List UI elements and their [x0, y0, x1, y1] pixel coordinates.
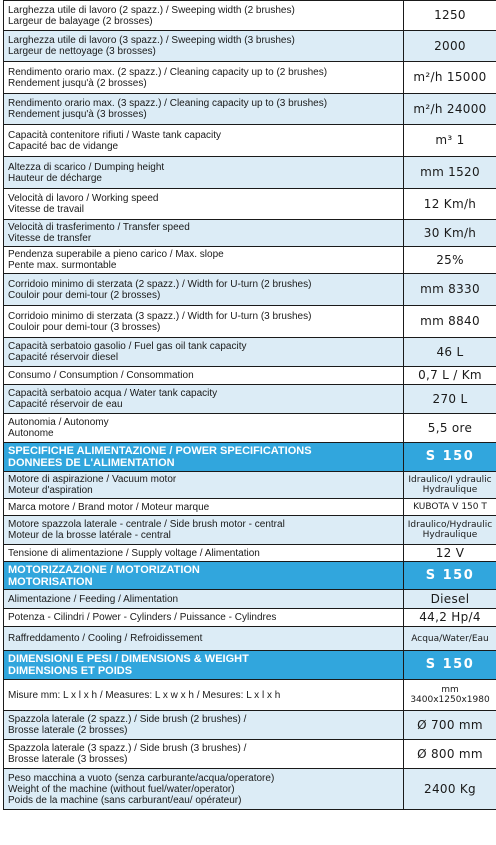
spec-label-line: Rendement jusqu'à (2 brosses) — [8, 77, 147, 89]
spec-row — [4, 247, 496, 274]
section-title — [4, 443, 404, 472]
section-title — [4, 651, 404, 680]
spec-label-line: Larghezza utile di lavoro (2 spazz.) / Sweeping width (2 brushes) — [8, 4, 295, 16]
spec-label — [4, 769, 404, 810]
spec-value: m²/h 24000 — [404, 94, 496, 125]
spec-label-line: Altezza di scarico / Dumping height — [8, 161, 165, 173]
spec-label-line: Rendement jusqu'à (3 brosses) — [8, 109, 147, 120]
spec-row — [4, 62, 496, 94]
spec-row — [4, 94, 496, 125]
spec-label-line: Larghezza utile di lavoro (3 spazz.) / Sweeping width (3 brushes) — [8, 35, 295, 46]
spec-label-line: Misure mm: L x l x h / Measures: L x w x h / Mesures: L x l x h — [8, 689, 281, 701]
section-model: S 150 — [404, 443, 496, 472]
spec-value: 12 Km/h — [404, 189, 496, 220]
section-header-row — [4, 443, 496, 472]
spec-label — [4, 609, 404, 627]
spec-row — [4, 769, 496, 810]
spec-value: 0,7 L / Km — [404, 367, 496, 385]
spec-value: mm 3400x1250x1980 — [404, 680, 496, 711]
spec-row — [4, 609, 496, 627]
spec-value: 44,2 Hp/4 — [404, 609, 496, 627]
spec-label — [4, 157, 404, 189]
spec-row — [4, 1, 496, 31]
spec-label-line: Spazzola laterale (2 spazz.) / Side brush (2 brushes) / — [8, 714, 247, 725]
spec-label-line: DIMENSIONS ET POIDS — [8, 665, 133, 677]
spec-row — [4, 338, 496, 367]
spec-label — [4, 94, 404, 125]
spec-label — [4, 306, 404, 338]
spec-label-line: Velocità di lavoro / Working speed — [8, 193, 159, 204]
spec-label-line: Autonomia / Autonomy — [8, 417, 109, 428]
spec-value: 12 V — [404, 545, 496, 562]
spec-row — [4, 367, 496, 385]
spec-label-line: Autonome — [8, 428, 54, 439]
spec-label-line: Vitesse de travail — [8, 204, 84, 215]
spec-label-line: Brosse laterale (3 brosses) — [8, 754, 128, 765]
spec-row — [4, 306, 496, 338]
spec-label — [4, 414, 404, 443]
spec-value: Diesel — [404, 590, 496, 609]
spec-label-line: Hauteur de décharge — [8, 172, 102, 184]
spec-value: m²/h 15000 — [404, 62, 496, 94]
spec-value: 1250 — [404, 1, 496, 31]
spec-label-line: MOTORISATION — [8, 575, 93, 588]
spec-label — [4, 627, 404, 651]
spec-label-line: Weight of the machine (without fuel/water/operator) — [8, 783, 235, 795]
spec-label-line: Capacité réservoir de eau — [8, 399, 123, 410]
spec-row — [4, 157, 496, 189]
spec-row — [4, 590, 496, 609]
spec-label — [4, 274, 404, 306]
spec-row — [4, 189, 496, 220]
spec-value: 2000 — [404, 31, 496, 62]
spec-label-line: Consumo / Consumption / Consommation — [8, 370, 194, 381]
spec-label-line: Pente max. surmontable — [8, 260, 117, 271]
spec-label-line: Capacità serbatoio acqua / Water tank capacity — [8, 388, 218, 399]
section-header-row — [4, 651, 496, 680]
spec-label-line: Capacité bac de vidange — [8, 140, 119, 152]
spec-row — [4, 274, 496, 306]
spec-label-line: Pendenza superabile a pieno carico / Max. slope — [8, 249, 224, 260]
spec-value: 2400 Kg — [404, 769, 496, 810]
spec-body — [4, 1, 496, 810]
spec-value: Idraulico/Hydraulic Hydraulique — [404, 516, 496, 545]
spec-row — [4, 680, 496, 711]
spec-label-line: Vitesse de transfer — [8, 233, 92, 244]
spec-label — [4, 499, 404, 516]
spec-label-line: Motore di aspirazione / Vacuum motor — [8, 474, 177, 485]
spec-row — [4, 385, 496, 414]
spec-label-line: Motore spazzola laterale - centrale / Side brush motor - central — [8, 519, 285, 530]
spec-value: 46 L — [404, 338, 496, 367]
spec-label-line: Largeur de balayage (2 brosses) — [8, 15, 153, 27]
spec-label — [4, 125, 404, 157]
spec-label — [4, 740, 404, 769]
spec-value: 5,5 ore — [404, 414, 496, 443]
spec-label-line: Peso macchina a vuoto (senza carburante/acqua/operatore) — [8, 772, 275, 784]
spec-value: mm 8840 — [404, 306, 496, 338]
spec-label-line: SPECIFICHE ALIMENTAZIONE / POWER SPECIFICATIONS — [8, 445, 312, 457]
spec-label — [4, 545, 404, 562]
spec-label-line: DIMENSIONI E PESI / DIMENSIONS & WEIGHT — [8, 653, 249, 665]
spec-row — [4, 31, 496, 62]
spec-label — [4, 220, 404, 247]
spec-label — [4, 247, 404, 274]
spec-label-line: Couloir pour demi-tour (2 brosses) — [8, 289, 161, 301]
spec-label — [4, 711, 404, 740]
spec-label-line: Velocità di trasferimento / Transfer speed — [8, 222, 190, 233]
spec-value: Ø 700 mm — [404, 711, 496, 740]
spec-label-line: Corridoio minimo di sterzata (2 spazz.) / Width for U-turn (2 brushes) — [8, 278, 312, 290]
spec-value: 30 Km/h — [404, 220, 496, 247]
spec-label — [4, 385, 404, 414]
section-model: S 150 — [404, 651, 496, 680]
spec-label — [4, 31, 404, 62]
spec-label — [4, 338, 404, 367]
spec-value: KUBOTA V 150 T — [404, 499, 496, 516]
spec-label — [4, 367, 404, 385]
spec-label-line: Largeur de nettoyage (3 brosses) — [8, 46, 156, 57]
spec-row — [4, 472, 496, 499]
spec-label-line: MOTORIZZAZIONE / MOTORIZATION — [8, 563, 200, 576]
spec-table — [3, 0, 496, 810]
spec-label-line: Alimentazione / Feeding / Alimentation — [8, 593, 179, 605]
spec-label-line: Spazzola laterale (3 spazz.) / Side brush (3 brushes) / — [8, 743, 247, 754]
spec-label-line: Poids de la machine (sans carburant/eau/ opérateur) — [8, 794, 242, 806]
spec-label-line: Brosse laterale (2 brosses) — [8, 725, 128, 736]
spec-label-line: Rendimento orario max. (3 spazz.) / Cleaning capacity up to (3 brushes) — [8, 98, 328, 109]
spec-value: Ø 800 mm — [404, 740, 496, 769]
spec-row — [4, 220, 496, 247]
spec-label-line: Tensione di alimentazione / Supply voltage / Alimentation — [8, 547, 260, 559]
spec-value: 25% — [404, 247, 496, 274]
spec-label — [4, 472, 404, 499]
spec-label — [4, 516, 404, 545]
spec-label-line: Potenza - Cilindri / Power - Cylinders / Puissance - Cylindres — [8, 612, 277, 623]
spec-value: Acqua/Water/Eau — [404, 627, 496, 651]
spec-row — [4, 414, 496, 443]
spec-row — [4, 740, 496, 769]
spec-label-line: DONNEES DE L'ALIMENTATION — [8, 457, 175, 469]
spec-row — [4, 125, 496, 157]
spec-row — [4, 627, 496, 651]
spec-label-line: Moteur de la brosse latérale - central — [8, 530, 171, 541]
spec-label-line: Rendimento orario max. (2 spazz.) / Cleaning capacity up to (2 brushes) — [8, 66, 328, 78]
spec-label-line: Corridoio minimo di sterzata (3 spazz.) / Width for U-turn (3 brushes) — [8, 310, 312, 322]
spec-label — [4, 590, 404, 609]
spec-label — [4, 189, 404, 220]
spec-row — [4, 545, 496, 562]
section-model: S 150 — [404, 562, 496, 590]
spec-value: 270 L — [404, 385, 496, 414]
spec-label-line: Marca motore / Brand motor / Moteur marque — [8, 501, 210, 513]
spec-label-line: Couloir pour demi-tour (3 brosses) — [8, 321, 161, 333]
section-header-row — [4, 562, 496, 590]
spec-label — [4, 680, 404, 711]
spec-value: mm 1520 — [404, 157, 496, 189]
spec-label-line: Moteur d'aspiration — [8, 485, 93, 496]
spec-label-line: Capacità serbatoio gasolio / Fuel gas oil tank capacity — [8, 341, 247, 352]
spec-label-line: Capacité réservoir diesel — [8, 352, 119, 363]
spec-label-line: Capacità contenitore rifiuti / Waste tank capacity — [8, 129, 222, 141]
spec-row — [4, 711, 496, 740]
section-title — [4, 562, 404, 590]
spec-label — [4, 62, 404, 94]
spec-value: mm 8330 — [404, 274, 496, 306]
spec-value: m³ 1 — [404, 125, 496, 157]
spec-label — [4, 1, 404, 31]
spec-label-line: Raffreddamento / Cooling / Refroidissement — [8, 633, 203, 644]
spec-value: Idraulico/I ydraulic Hydraulique — [404, 472, 496, 499]
spec-row — [4, 516, 496, 545]
spec-row — [4, 499, 496, 516]
